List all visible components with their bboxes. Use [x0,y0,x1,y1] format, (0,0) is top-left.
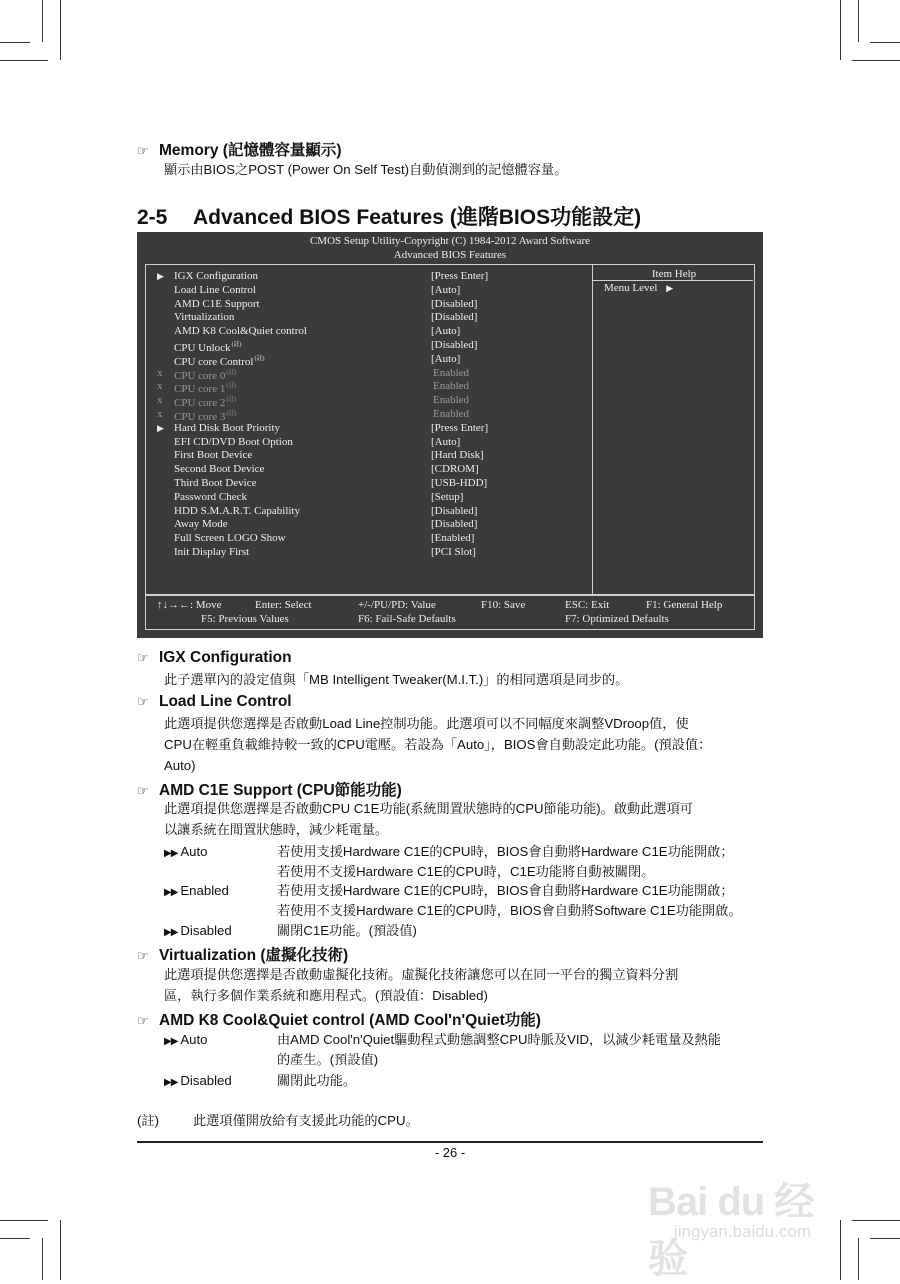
footnote-ref: (註) [226,411,237,417]
bios-setting-value[interactable]: [PCI Slot] [431,546,476,558]
c1e-enabled-desc1: 若使用支援Hardware C1E的CPU時，BIOS會自動將Hardware C1E功能開啟； [277,883,734,898]
bios-item-list [147,269,587,589]
crop-mark [870,1238,900,1239]
bios-setting-label [174,448,252,462]
bios-setting-value[interactable]: [Auto] [431,435,461,448]
bios-setting-value[interactable]: [Hard Disk] [431,449,484,462]
option-label: Enabled [180,883,229,898]
bios-setting-value[interactable]: Enabled [433,380,470,393]
footnote-ref: (註) [226,397,237,404]
footer-enter: Enter: Select [255,599,312,611]
crop-mark [42,0,43,42]
option-label: Auto [180,1032,208,1047]
bios-setting-label-text: CPU core 1 [174,383,226,396]
chapter-heading [137,201,641,231]
bios-setting-value[interactable]: [Disabled] [431,504,478,517]
c1e-heading-text: AMD C1E Support (CPU節能功能) [159,782,402,799]
bios-setting-value[interactable]: [Auto] [431,352,461,365]
help-menu-level [604,281,673,295]
bios-setting-value[interactable]: [Disabled] [431,297,478,310]
bios-setting-label [174,517,228,531]
submenu-arrow-icon: ▶ [157,422,164,433]
footer-optimized: F7: Optimized Defaults [565,613,669,625]
llc-heading-text: Load Line Control [159,693,292,710]
bios-setting-label [174,462,264,476]
crop-mark [0,60,48,61]
bios-setting-label-text: Password Check [174,490,248,503]
footer-exit: ESC: Exit [565,599,610,611]
crop-mark [60,1220,61,1280]
bios-title-line2: Advanced BIOS Features [393,249,507,261]
virt-heading [137,943,348,965]
virt-line1: 此選項提供您選擇是否啟動虛擬化技術。虛擬化技術讓您可以在同一平台的獨立資料分割 [164,967,679,982]
watermark-url: jingyan.baidu.com [674,1222,812,1241]
bios-setting-label-text: Hard Disk Boot Priority [174,421,281,434]
llc-line1: 此選項提供您選擇是否啟動Load Line控制功能。此選項可以不同幅度來調整VDroop值，使 [164,716,689,731]
bios-setting-label-text: Second Boot Device [174,463,265,476]
bios-setting-label-text: AMD C1E Support [174,297,260,310]
footer-rule [137,1141,763,1143]
bios-help-frame [592,264,754,594]
crop-mark [0,42,30,43]
bios-setting-value[interactable]: [USB-HDD] [431,477,488,489]
memory-heading [137,138,342,160]
c1e-heading [137,778,402,800]
bios-setting-label-text: AMD K8 Cool&Quiet control [174,325,307,338]
crop-mark [870,42,900,43]
igx-body: 此子選單內的設定值與「MB Intelligent Tweaker(M.I.T.)」的相同選項是同步的。 [164,672,629,687]
bios-setting-value[interactable]: [CDROM] [431,463,479,476]
c1e-option-auto-name [164,841,274,864]
double-arrow-icon: ▶▶ [164,1036,178,1047]
bios-setting-value[interactable]: [Enabled] [431,532,475,545]
c1e-auto-desc2: 若使用不支援Hardware C1E的CPU時，C1E功能將自動被關閉。 [277,864,655,879]
bios-setting-value[interactable]: [Disabled] [431,311,478,324]
bios-setting-label [174,283,256,297]
option-label: Auto [180,844,208,859]
crop-mark [840,0,841,60]
disabled-x-icon: x [157,380,163,393]
bios-setting-label-text: EFI CD/DVD Boot Option [174,435,293,448]
footnote-ref: (註) [226,383,237,390]
c1e-line1: 此選項提供您選擇是否啟動CPU C1E功能(系統閒置狀態時的CPU節能功能)。啟動此選項可 [164,801,693,816]
bios-setting-label-text: CPU core 0 [174,369,226,382]
cq-disabled-desc: 關閉此功能。 [277,1073,357,1088]
crop-mark [852,60,900,61]
chapter-title: Advanced BIOS Features (進階BIOS功能設定) [193,206,642,229]
footnote-text: 此選項僅開放給有支援此功能的CPU。 [193,1113,419,1128]
help-menu-level-label: Menu Level [604,282,658,294]
cq-auto-desc2: 的產生。(預設值) [277,1052,379,1067]
bios-setting-label-text: Third Boot Device [174,477,257,489]
footnote-ref: (註) [231,342,242,348]
bios-setting-label [174,504,300,518]
llc-line3: Auto) [164,758,196,773]
pointing-hand-icon: ☞ [137,783,149,798]
bios-setting-label-text: IGX Configuration [174,270,259,282]
bios-setting-label [174,545,249,559]
disabled-x-icon: x [157,366,163,379]
bios-setting-label-text: CPU Unlock [174,342,231,354]
bios-setting-label [174,490,247,504]
bios-setting-value[interactable]: Enabled [433,408,470,420]
bios-setting-value[interactable]: [Press Enter] [431,421,489,434]
disabled-x-icon: x [157,408,163,420]
double-arrow-icon: ▶▶ [164,887,178,898]
footer-help: F1: General Help [646,599,723,611]
bios-setting-label [174,531,286,545]
option-label: Disabled [180,1073,232,1088]
crop-mark [0,1238,30,1239]
bios-setting-label [174,421,280,435]
bios-setting-label [174,297,260,311]
memory-body: 顯示由BIOS之POST (Power On Self Test)自動偵測到的記憶體容量。 [164,162,568,177]
crop-mark [42,1238,43,1280]
crop-mark [0,1220,48,1221]
bios-setting-label-text: HDD S.M.A.R.T. Capability [174,504,300,517]
cq-heading [137,1008,541,1030]
footnote-mark: (註) [137,1113,159,1128]
bios-setting-label-text: First Boot Device [174,449,253,462]
bios-setting-label-text: Away Mode [174,518,228,531]
bios-setting-label-text: CPU core Control [174,355,254,368]
bios-setting-value[interactable]: [Setup] [431,490,464,503]
bios-setting-label [174,269,258,283]
arrow-right-icon: ▶ [666,283,674,293]
footer-failsafe: F6: Fail-Safe Defaults [358,613,456,625]
llc-heading [137,693,292,711]
bios-setting-value[interactable]: [Auto] [431,325,461,338]
bios-setting-value[interactable]: [Disabled] [431,518,478,531]
crop-mark [852,1220,900,1221]
bios-setting-label [174,310,234,324]
double-arrow-icon: ▶▶ [164,927,178,938]
c1e-line2: 以讓系統在閒置狀態時，減少耗電量。 [164,822,389,837]
c1e-enabled-desc2: 若使用不支援Hardware C1E的CPU時，BIOS會自動將Software C1E功能開啟。 [277,903,742,918]
cq-auto-desc1: 由AMD Cool'n'Quiet驅動程式動態調整CPU時脈及VID，以減少耗電量及熱能 [277,1032,721,1047]
footer-save: F10: Save [481,599,526,611]
cq-heading-text: AMD K8 Cool&Quiet control (AMD Cool'n'Quiet功能) [159,1012,541,1029]
item-help-title: Item Help [651,268,697,280]
footer-move: ↑↓→←: Move [157,599,222,611]
bios-screen [137,232,763,638]
page-number: - 26 - [434,1145,466,1160]
disabled-x-icon: x [157,394,163,407]
submenu-arrow-icon: ▶ [157,271,164,281]
watermark [638,1148,848,1281]
chapter-number: 2-5 [137,206,168,229]
pointing-hand-icon: ☞ [137,650,149,665]
footnote-ref: (註) [254,355,265,362]
bios-setting-label-text: CPU core 2 [174,397,226,410]
memory-heading-text: Memory (記憶體容量顯示) [159,142,342,159]
crop-mark [858,0,859,42]
igx-heading [137,649,292,667]
bios-setting-value[interactable]: Enabled [433,394,470,407]
bios-setting-label-text: Full Screen LOGO Show [174,532,286,545]
pointing-hand-icon: ☞ [137,948,149,963]
bios-setting-value[interactable]: [Auto] [431,283,461,296]
bios-setting-label-text: Init Display First [174,546,250,558]
c1e-auto-desc1: 若使用支援Hardware C1E的CPU時，BIOS會自動將Hardware C1E功能開啟； [277,844,734,859]
footnote-ref: (註) [226,369,237,376]
c1e-option-enabled-name [164,880,274,903]
crop-mark [60,0,61,60]
bios-setting-value[interactable]: [Disabled] [431,339,478,351]
cq-option-disabled-name [164,1070,274,1093]
igx-heading-text: IGX Configuration [159,649,292,666]
pointing-hand-icon: ☞ [137,694,149,709]
bios-setting-label [174,476,256,490]
bios-setting-label-text: CPU core 3 [174,411,226,423]
double-arrow-icon: ▶▶ [164,1077,178,1088]
llc-line2: CPU在輕重負載維持較一致的CPU電壓。若設為「Auto」，BIOS會自動設定此功能。(預設值： [164,737,712,752]
option-label: Disabled [180,923,232,938]
virt-heading-text: Virtualization (虛擬化技術) [159,947,349,964]
footer-value: +/-/PU/PD: Value [358,599,436,611]
double-arrow-icon: ▶▶ [164,848,178,859]
watermark-logo: Bai du 经验 [648,1180,814,1281]
bios-setting-label-text: Load Line Control [174,283,256,296]
c1e-option-disabled-name [164,920,274,943]
crop-mark [858,1238,859,1280]
virt-line2: 區，執行多個作業系統和應用程式。(預設值：Disabled) [164,988,488,1003]
c1e-disabled-desc: 關閉C1E功能。(預設值) [277,923,417,938]
bios-setting-value[interactable]: [Press Enter] [431,270,489,282]
bios-title-line1: CMOS Setup Utility-Copyright (C) 1984-2012 Award Software [309,235,591,247]
pointing-hand-icon: ☞ [137,143,149,158]
cq-option-auto-name [164,1029,274,1052]
pointing-hand-icon: ☞ [137,1013,149,1028]
bios-setting-label [174,324,307,338]
bios-setting-label [174,435,293,449]
bios-setting-label-text: Virtualization [174,311,235,324]
footer-previous: F5: Previous Values [201,613,289,625]
bios-setting-value[interactable]: Enabled [433,366,470,379]
